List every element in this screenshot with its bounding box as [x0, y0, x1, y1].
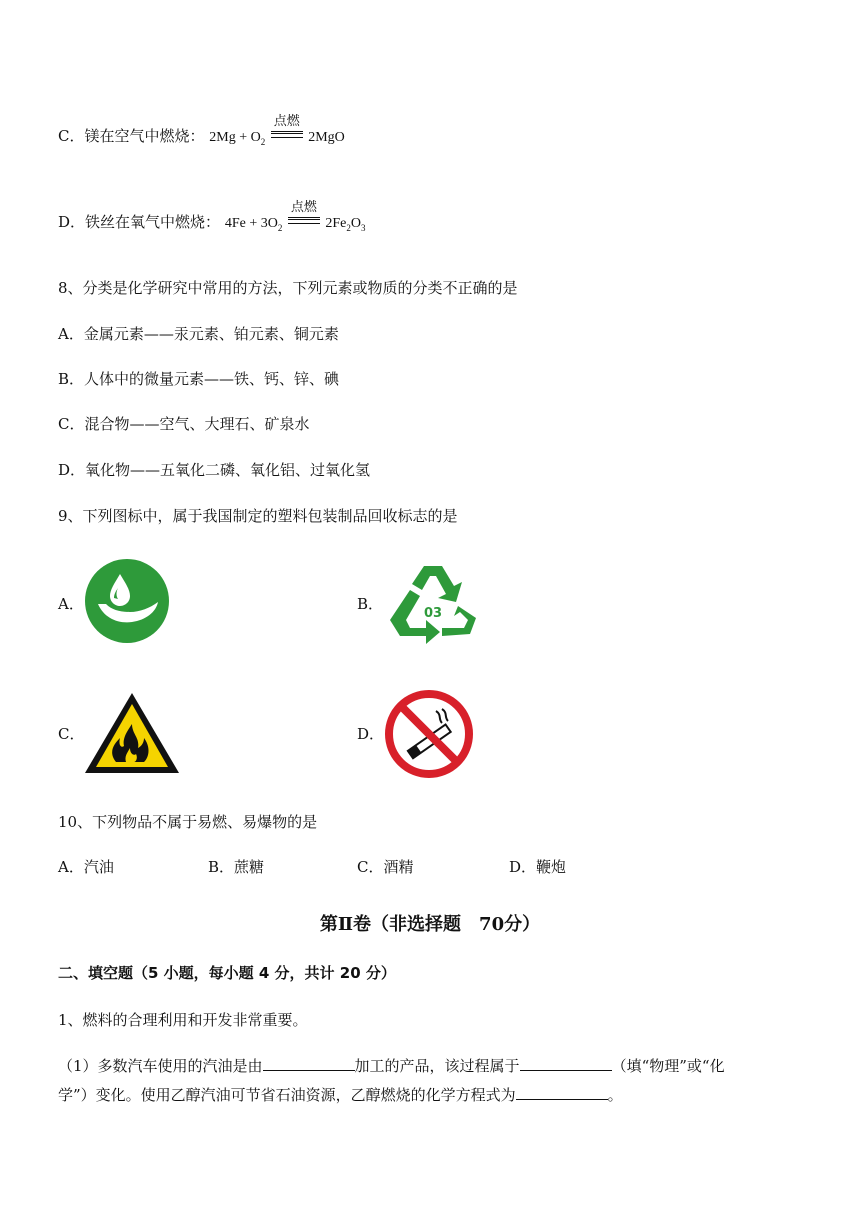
q9-option-d-label[interactable]: D．: [357, 725, 385, 743]
q10-stem: 10、下列物品不属于易燃、易爆物的是: [58, 813, 318, 831]
condition-label: 点燃: [290, 200, 317, 215]
answer-blank[interactable]: [520, 1054, 612, 1071]
no-smoking-icon[interactable]: [384, 689, 474, 783]
answer-blank[interactable]: [263, 1054, 355, 1071]
equation-mg: [209, 114, 345, 147]
section-heading: 二、填空题（5 小题，每小题 4 分，共计 20 分）: [58, 964, 396, 982]
equals-sign: [288, 217, 320, 224]
q8-option-c[interactable]: C．混合物——空气、大理石、矿泉水: [58, 415, 310, 433]
equation-rhs: 2Fe: [325, 216, 347, 231]
fill-q1-stem: 1、燃料的合理利用和开发非常重要。: [58, 1011, 308, 1029]
flammable-warning-icon[interactable]: [82, 690, 182, 780]
equation-fe: [224, 200, 366, 233]
condition-label: 点燃: [273, 114, 300, 129]
q8-stem: 8、分类是化学研究中常用的方法，下列元素或物质的分类不正确的是: [58, 279, 518, 297]
equals-sign: [271, 131, 303, 138]
equation-rhs: O: [350, 216, 361, 231]
water-saving-icon[interactable]: [84, 558, 170, 648]
answer-blank[interactable]: [516, 1083, 608, 1100]
subscript: 2: [346, 222, 351, 233]
q9-option-c-label[interactable]: C．: [58, 725, 85, 743]
q10-option-a[interactable]: A．汽油: [58, 858, 114, 876]
q7-option-c: [58, 114, 345, 152]
q10-option-d[interactable]: D．鞭炮: [509, 858, 567, 876]
q9-option-a-label[interactable]: A．: [58, 595, 84, 613]
q9-option-b-label[interactable]: B．: [357, 595, 384, 613]
q1-text: （填“物理”或“化: [611, 1057, 725, 1075]
fill-q1-part1: [58, 1052, 806, 1110]
q1-text: 加工的产品，该过程属于: [354, 1057, 520, 1075]
q10-option-b[interactable]: B．蔗糖: [208, 858, 265, 876]
q1-text: 学”）变化。使用乙醇汽油可节省石油资源，乙醇燃烧的化学方程式为: [58, 1086, 516, 1104]
equation-rhs: 2MgO: [308, 130, 345, 145]
reaction-condition: [271, 114, 303, 148]
q10-option-c[interactable]: C．酒精: [357, 858, 414, 876]
q1-text: 。: [607, 1086, 623, 1104]
equation-lhs: 4Fe + 3O: [224, 216, 278, 231]
q9-stem: 9、下列图标中，属于我国制定的塑料包装制品回收标志的是: [58, 507, 458, 525]
q8-option-d[interactable]: D．氧化物——五氧化二磷、氧化铝、过氧化氢: [58, 461, 371, 479]
recycling-triangle-icon[interactable]: [384, 560, 482, 652]
q1-text: （1）多数汽车使用的汽油是由: [58, 1057, 263, 1075]
reaction-condition: [288, 200, 320, 234]
subscript: 3: [360, 222, 366, 233]
subscript: 2: [260, 136, 266, 147]
subscript: 2: [277, 222, 283, 233]
recycle-code: 03: [423, 606, 443, 621]
q7-option-d: [58, 200, 366, 238]
q7-option-c-label: C．镁在空气中燃烧：: [58, 127, 205, 145]
q8-option-a[interactable]: A．金属元素——汞元素、铂元素、铜元素: [58, 325, 339, 343]
q8-option-b[interactable]: B．人体中的微量元素——铁、钙、锌、碘: [58, 370, 340, 388]
q7-option-d-label: D．铁丝在氧气中燃烧：: [58, 213, 221, 231]
equation-lhs: 2Mg + O: [209, 130, 261, 145]
part-title: 第Ⅱ卷（非选择题 70分）: [319, 914, 541, 935]
